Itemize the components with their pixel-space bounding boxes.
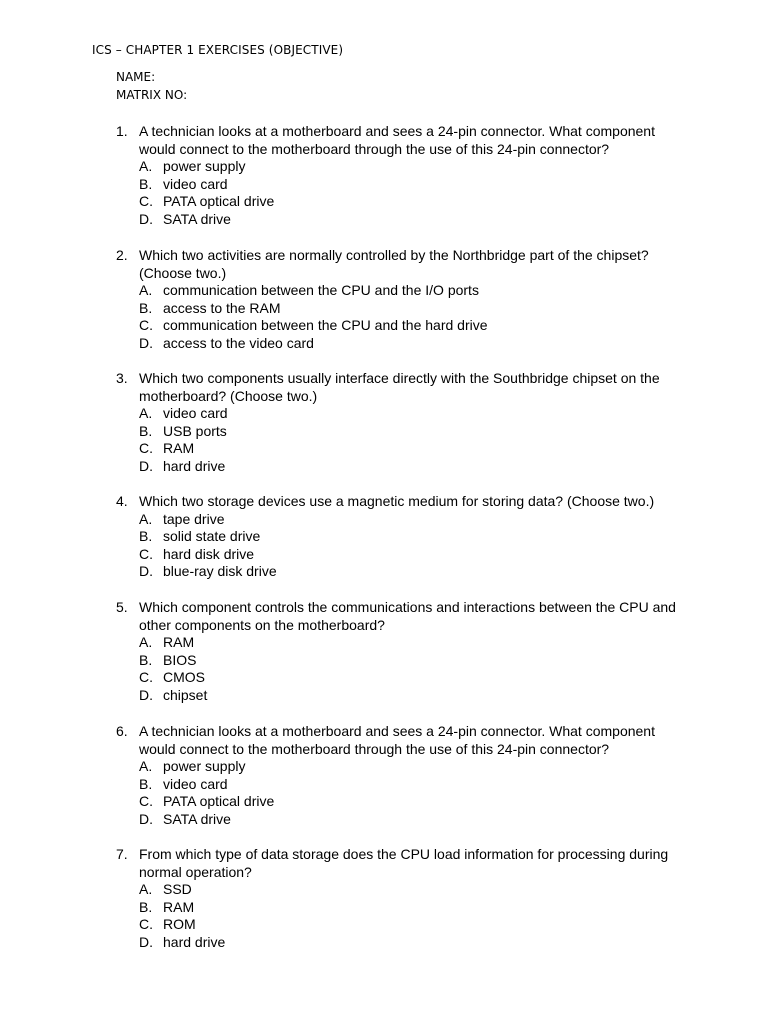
option-letter: A. [139, 510, 153, 527]
option-letter: B. [139, 898, 153, 915]
option-text: CMOS [163, 669, 205, 686]
option-text: solid state drive [163, 528, 261, 545]
option-text: RAM [163, 634, 195, 651]
question-stem: Which two storage devices use a magnetic medium for storing data? (Choose two.) [139, 493, 655, 509]
question-5 [116, 599, 676, 705]
question-stem: Which component controls the communications and interactions between the CPU and other components on the motherboard? [139, 599, 676, 633]
option-letter: D. [139, 457, 153, 474]
option-text: hard drive [163, 933, 226, 950]
option-c [139, 193, 676, 211]
option-a [139, 511, 676, 529]
question-stem: A technician looks at a motherboard and sees a 24-pin connector. What component would connect to the motherboard through the use of this 24-pin connector? [139, 123, 655, 157]
option-letter: D. [139, 810, 153, 827]
option-text: BIOS [163, 651, 197, 668]
option-d [139, 811, 676, 829]
option-c [139, 546, 676, 564]
question-stem: A technician looks at a motherboard and sees a 24-pin connector. What component would connect to the motherboard through the use of this 24-pin connector? [139, 723, 655, 757]
question-number: 6. [116, 723, 128, 739]
option-d [139, 335, 676, 353]
option-text: video card [163, 175, 228, 192]
question-7 [116, 846, 676, 952]
option-b [139, 176, 676, 194]
option-letter: A. [139, 881, 153, 898]
option-c [139, 317, 676, 335]
option-letter: D. [139, 933, 153, 950]
document-title: ICS – CHAPTER 1 EXERCISES (OBJECTIVE) [92, 43, 344, 57]
option-text: hard drive [163, 457, 226, 474]
option-a [139, 634, 676, 652]
option-text: ROM [163, 916, 196, 933]
option-letter: C. [139, 317, 153, 334]
option-letter: D. [139, 563, 153, 580]
option-letter: B. [139, 299, 153, 316]
option-text: access to the RAM [163, 299, 281, 316]
option-list [139, 405, 676, 475]
question-stem: Which two activities are normally controlled by the Northbridge part of the chipset? (Choose two.) [139, 247, 649, 281]
question-2 [116, 247, 676, 353]
option-letter: C. [139, 793, 153, 810]
option-a [139, 881, 676, 899]
option-b [139, 776, 676, 794]
option-c [139, 669, 676, 687]
option-letter: A. [139, 758, 153, 775]
option-letter: D. [139, 334, 153, 351]
option-text: chipset [163, 686, 208, 703]
question-1 [116, 123, 676, 229]
question-number: 7. [116, 846, 128, 862]
option-text: power supply [163, 158, 246, 175]
option-text: communication between the CPU and the hard drive [163, 317, 488, 334]
question-3 [116, 370, 676, 476]
option-letter: B. [139, 775, 153, 792]
option-letter: C. [139, 669, 153, 686]
option-letter: B. [139, 651, 153, 668]
question-stem: From which type of data storage does the CPU load information for processing during normal operation? [139, 846, 669, 880]
option-letter: D. [139, 686, 153, 703]
option-b [139, 899, 676, 917]
question-number: 2. [116, 247, 128, 263]
option-text: video card [163, 405, 228, 422]
option-letter: B. [139, 175, 153, 192]
option-letter: A. [139, 282, 153, 299]
option-text: communication between the CPU and the I/O ports [163, 282, 479, 299]
option-letter: B. [139, 422, 153, 439]
option-text: blue-ray disk drive [163, 563, 277, 580]
option-letter: C. [139, 545, 153, 562]
option-letter: B. [139, 528, 153, 545]
option-b [139, 423, 676, 441]
option-text: hard disk drive [163, 545, 255, 562]
option-b [139, 300, 676, 318]
option-letter: A. [139, 158, 153, 175]
option-text: SSD [163, 881, 192, 898]
option-letter: C. [139, 440, 153, 457]
option-d [139, 458, 676, 476]
option-text: SATA drive [163, 210, 231, 227]
option-text: RAM [163, 440, 195, 457]
option-letter: C. [139, 193, 153, 210]
question-number: 5. [116, 599, 128, 615]
option-letter: D. [139, 210, 153, 227]
option-letter: A. [139, 634, 153, 651]
option-list [139, 282, 676, 352]
option-list [139, 881, 676, 951]
option-c [139, 916, 676, 934]
option-text: access to the video card [163, 334, 314, 351]
option-list [139, 758, 676, 828]
question-4 [116, 493, 676, 581]
option-text: video card [163, 775, 228, 792]
option-list [139, 158, 676, 228]
question-stem: Which two components usually interface directly with the Southbridge chipset on the motherboard? (Choose two.) [139, 370, 660, 404]
question-6 [116, 723, 676, 829]
option-b [139, 528, 676, 546]
option-d [139, 687, 676, 705]
option-list [139, 634, 676, 704]
option-b [139, 652, 676, 670]
option-letter: C. [139, 916, 153, 933]
matrix-no-label: MATRIX NO: [116, 88, 188, 102]
option-a [139, 282, 676, 300]
option-a [139, 158, 676, 176]
option-d [139, 934, 676, 952]
option-c [139, 793, 676, 811]
option-text: PATA optical drive [163, 193, 275, 210]
question-number: 3. [116, 370, 128, 386]
option-list [139, 511, 676, 581]
option-text: USB ports [163, 422, 227, 439]
question-number: 4. [116, 493, 128, 509]
option-text: RAM [163, 898, 195, 915]
option-d [139, 211, 676, 229]
option-a [139, 405, 676, 423]
name-label: NAME: [116, 70, 156, 84]
option-c [139, 440, 676, 458]
option-text: SATA drive [163, 810, 231, 827]
option-d [139, 563, 676, 581]
option-letter: A. [139, 405, 153, 422]
question-number: 1. [116, 123, 128, 139]
option-text: PATA optical drive [163, 793, 275, 810]
option-text: power supply [163, 758, 246, 775]
option-a [139, 758, 676, 776]
option-text: tape drive [163, 510, 225, 527]
